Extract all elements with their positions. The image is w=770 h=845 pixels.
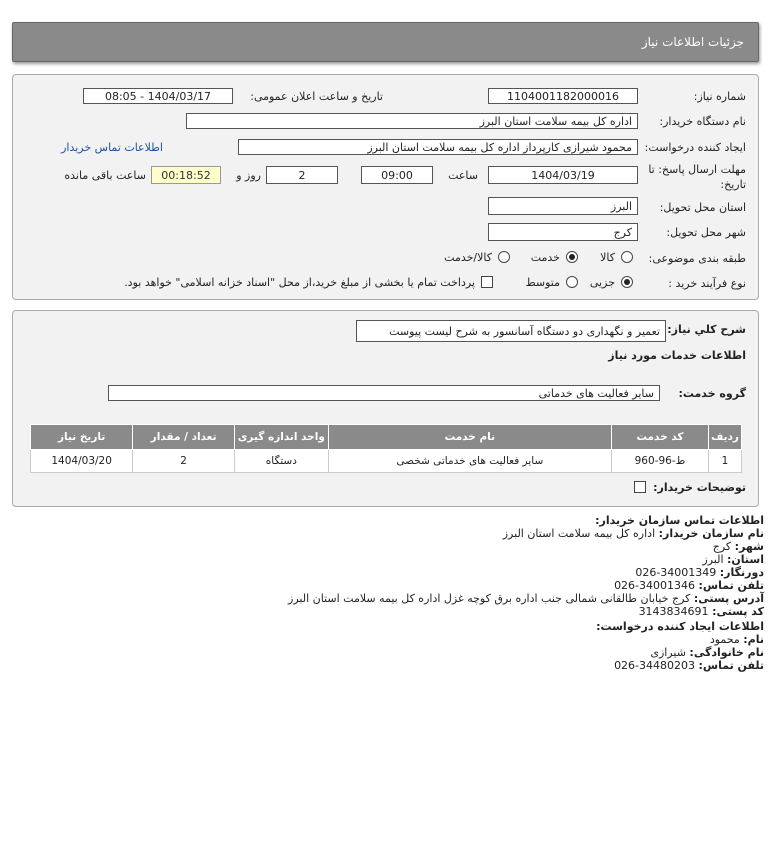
need-services-panel	[12, 310, 759, 507]
org-fax-value: 026-34001349	[635, 566, 717, 579]
deadline-date-field[interactable]: 1404/03/19	[488, 166, 638, 184]
category-option-service: خدمت	[530, 251, 560, 264]
buyer-notes-checkbox[interactable]	[634, 481, 646, 493]
org-postal-label: کد پستی:	[712, 605, 764, 618]
org-address-value: کرج خیابان طالقانی شمالی جنب اداره برق کوچه غزل اداره کل بیمه سلامت استان البرز	[288, 592, 691, 605]
org-name-label: نام سازمان خریدار:	[658, 527, 764, 540]
category-option-goods: کالا	[600, 251, 615, 264]
buyer-contact-link[interactable]: اطلاعات تماس خریدار	[61, 141, 163, 154]
service-code-cell: ط-96-960	[611, 450, 708, 473]
need-date-cell: 1404/03/20	[31, 450, 133, 473]
category-option-goods-service: کالا/خدمت	[444, 251, 492, 264]
deadline-time-field[interactable]: 09:00	[361, 166, 433, 184]
creator-phone-value: 026-34480203	[614, 659, 696, 672]
col-service-name-header: نام خدمت	[328, 425, 611, 450]
buyer-notes-label: توضیحات خریدار:	[653, 481, 746, 494]
announce-label: تاریخ و ساعت اعلان عمومی:	[250, 90, 383, 103]
org-postal-value: 3143834691	[638, 605, 709, 618]
days-field[interactable]: 2	[266, 166, 338, 184]
province-field[interactable]: البرز	[488, 197, 638, 215]
city-field[interactable]: کرج	[488, 223, 638, 241]
buyer-org-label: نام دستگاه خریدار:	[659, 115, 746, 128]
services-table	[30, 424, 742, 473]
province-label: استان محل تحویل:	[659, 201, 746, 214]
category-label: طبقه بندی موضوعی:	[648, 252, 746, 265]
need-summary-label: شرح کلي نياز:	[667, 323, 746, 336]
org-phone-label: تلفن تماس:	[698, 579, 764, 592]
org-fax-label: دورنگار:	[719, 566, 764, 579]
category-radio-goods[interactable]	[621, 251, 633, 263]
service-group-label: گروه خدمت:	[678, 387, 746, 400]
remaining-time-display: 00:18:52	[151, 166, 221, 184]
services-table-header	[31, 425, 742, 450]
org-phone-value: 026-34001346	[614, 579, 696, 592]
creator-label: ایجاد کننده درخواست:	[644, 141, 746, 154]
category-radio-service[interactable]	[566, 251, 578, 263]
col-need-date-header: تاریخ نیاز	[31, 425, 133, 450]
org-city-value: کرج	[712, 540, 732, 553]
process-option-medium: متوسط	[525, 276, 560, 289]
row-index-cell: 1	[709, 450, 742, 473]
process-radio-minor[interactable]	[621, 276, 633, 288]
deadline-label-date: تاریخ:	[720, 178, 746, 191]
days-label: روز و	[236, 169, 261, 182]
need-summary-field[interactable]: تعمیر و نگهداری دو دستگاه آسانسور به شرح لیست پیوست	[356, 320, 666, 342]
creator-phone-label: تلفن تماس:	[698, 659, 764, 672]
contact-info	[0, 512, 770, 702]
creator-first-name-value: محمود	[709, 633, 740, 646]
creator-first-name-label: نام:	[743, 633, 764, 646]
treasury-payment-checkbox[interactable]	[481, 276, 493, 288]
creator-last-name-label: نام خانوادگی:	[689, 646, 764, 659]
buyer-org-field[interactable]: اداره کل بیمه سلامت استان البرز	[186, 113, 638, 129]
deadline-label: مهلت ارسال پاسخ: تا	[648, 163, 746, 176]
org-province-label: استان:	[727, 553, 764, 566]
remaining-time-label: ساعت باقی مانده	[64, 169, 146, 182]
process-option-minor: جزیی	[589, 276, 615, 289]
page-header	[12, 22, 759, 62]
org-contact-title: اطلاعات تماس سازمان خریدار:	[595, 514, 764, 527]
service-name-cell: سایر فعالیت های خدماتی شخصی	[328, 450, 611, 473]
quantity-cell: 2	[133, 450, 235, 473]
org-address-label: آدرس پستی:	[693, 592, 764, 605]
col-unit-header: واحد اندازه گیری	[234, 425, 328, 450]
process-label: نوع فرآیند خرید :	[668, 277, 746, 290]
org-city-label: شهر:	[734, 540, 764, 553]
col-quantity-header: تعداد / مقدار	[133, 425, 235, 450]
need-number-field[interactable]: 1104001182000016	[488, 88, 638, 104]
deadline-time-label: ساعت	[448, 169, 478, 182]
col-row-header: ردیف	[709, 425, 742, 450]
table-row	[31, 450, 742, 473]
creator-contact-title: اطلاعات ایجاد کننده درخواست:	[596, 620, 764, 633]
creator-field[interactable]: محمود شیرازی کارپرداز اداره کل بیمه سلامت استان البرز	[238, 139, 638, 155]
creator-last-name-value: شیرازی	[650, 646, 686, 659]
category-radio-goods-service[interactable]	[498, 251, 510, 263]
org-province-value: البرز	[702, 553, 724, 566]
city-label: شهر محل تحویل:	[666, 226, 746, 239]
col-service-code-header: کد خدمت	[611, 425, 708, 450]
process-radio-medium[interactable]	[566, 276, 578, 288]
services-title: اطلاعات خدمات مورد نیاز	[608, 349, 746, 362]
org-name-value: اداره کل بیمه سلامت استان البرز	[502, 527, 656, 540]
unit-cell: دستگاه	[234, 450, 328, 473]
announce-field[interactable]: 1404/03/17 - 08:05	[83, 88, 233, 104]
page-title: جزئیات اطلاعات نیاز	[641, 35, 744, 49]
service-group-field[interactable]: سایر فعالیت های خدماتی	[108, 385, 660, 401]
need-details-panel	[12, 74, 759, 300]
treasury-payment-text: پرداخت تمام یا بخشی از مبلغ خرید،از محل "اسناد خزانه اسلامی" خواهد بود.	[124, 276, 475, 289]
need-number-label: شماره نیاز:	[693, 90, 746, 103]
